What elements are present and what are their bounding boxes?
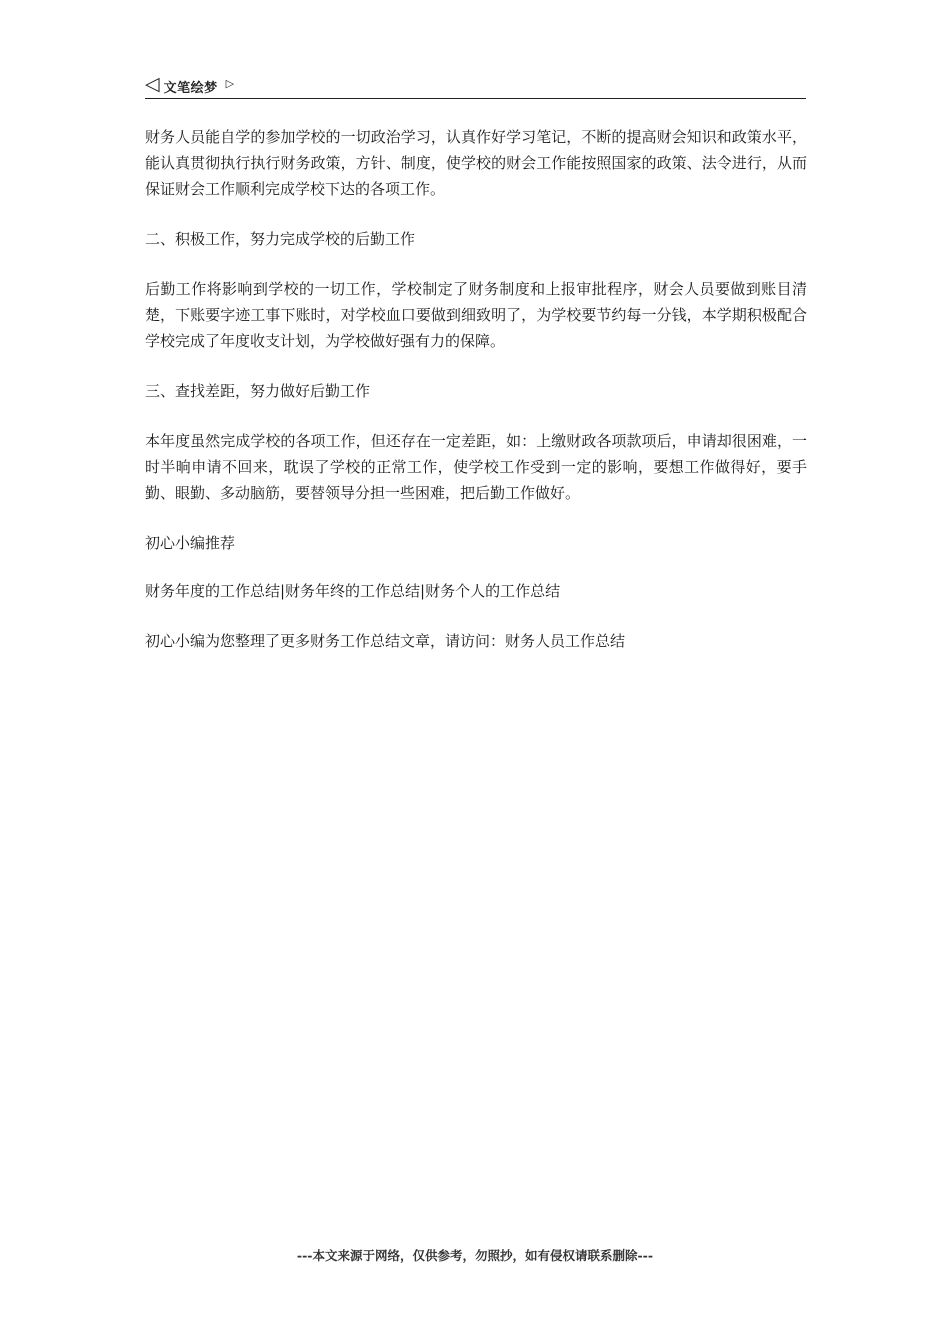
section-heading-2: 二、积极工作，努力完成学校的后勤工作 (145, 230, 416, 248)
page-footer: ---本文来源于网络，仅供参考，勿照抄，如有侵权请联系删除--- (296, 1248, 654, 1263)
triangle-left-icon: ◁ (145, 72, 160, 95)
page-header (145, 74, 806, 99)
more-articles-note[interactable]: 初心小编为您整理了更多财务工作总结文章，请访问：财务人员工作总结 (145, 632, 626, 650)
paragraph-gaps: 本年度虽然完成学校的各项工作，但还存在一定差距，如：上缴财政各项款项后，申请却很困难，一时半晌申请不回来，耽误了学校的正常工作，使学校工作受到一定的影响，要想工作做得好，要手勤、眼勤、多动脑筋，要替领导分担一些困难，把后勤工作做好。 (145, 432, 807, 502)
brand-name: 文笔绘梦 (163, 80, 218, 96)
document-body (145, 124, 807, 678)
triangle-right-icon: ▷ (225, 76, 235, 90)
paragraph-intro: 财务人员能自学的参加学校的一切政治学习，认真作好学习笔记，不断的提高财会知识和政策水平，能认真贯彻执行执行财务政策，方针、制度，使学校的财会工作能按照国家的政策、法令进行，从而保证财会工作顺利完成学校下达的各项工作。 (145, 128, 807, 198)
section-heading-3: 三、查找差距，努力做好后勤工作 (145, 382, 371, 400)
recommend-links[interactable]: 财务年度的工作总结|财务年终的工作总结|财务个人的工作总结 (145, 582, 561, 600)
paragraph-logistics: 后勤工作将影响到学校的一切工作，学校制定了财务制度和上报审批程序，财会人员要做到账目清楚，下账要字迹工事下账时，对学校血口要做到细致明了，为学校要节约每一分钱，本学期积极配合学校完成了年度收支计划，为学校做好强有力的保障。 (145, 280, 807, 350)
recommend-heading: 初心小编推荐 (145, 534, 236, 552)
